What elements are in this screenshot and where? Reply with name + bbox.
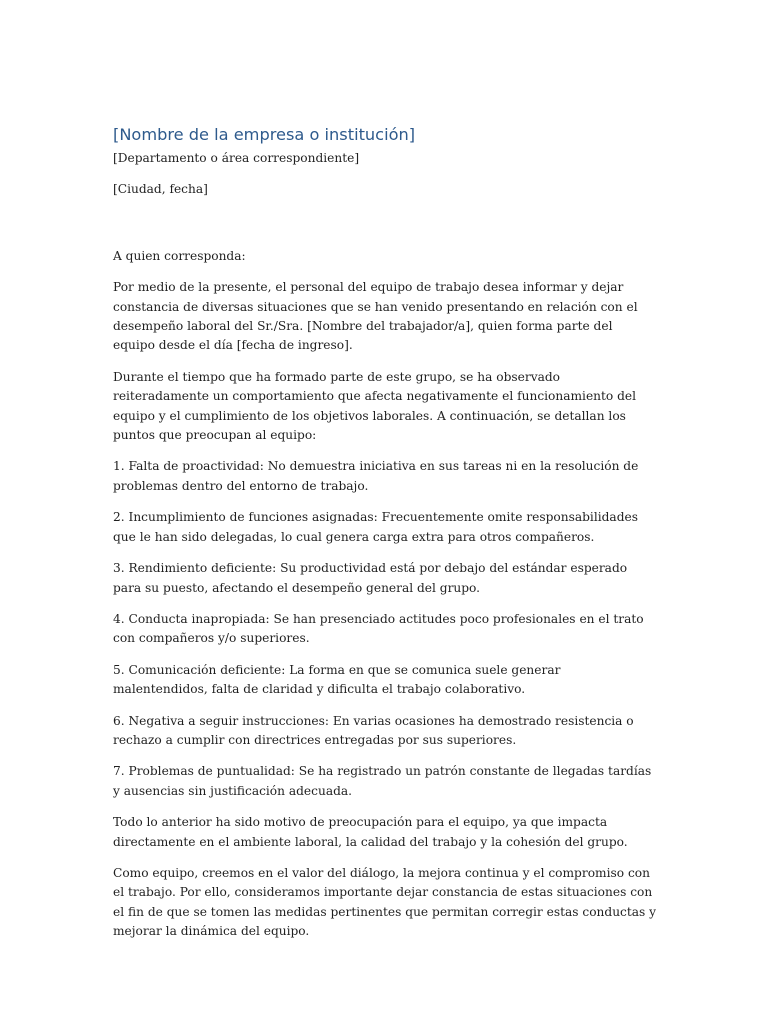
list-item-2: 2. Incumplimiento de funciones asignadas: Frecuentemente omite responsabilidades que le han sido delegadas, lo cual genera carga extra para otros compañeros. (113, 510, 638, 544)
list-item-3: 3. Rendimiento deficiente: Su productividad está por debajo del estándar esperado para su puesto, afectando el desempeño general del grupo. (113, 561, 628, 595)
list-item-7: 7. Problemas de puntualidad: Se ha registrado un patrón constante de llegadas tardías y ausencias sin justificación adecuada. (113, 764, 652, 798)
city-date: [Ciudad, fecha] (113, 182, 208, 197)
list-item-5: 5. Comunicación deficiente: La forma en que se comunica suele generar malentendidos, falta de claridad y dificulta el trabajo colaborativo. (113, 662, 561, 697)
paragraph-concern: Todo lo anterior ha sido motivo de preocupación para el equipo, ya que impacta directamente en el ambiente laboral, la calidad del trabajo y la cohesión del grupo. (113, 815, 628, 849)
paragraph-conclusion: Como equipo, creemos en el valor del diálogo, la mejora continua y el compromiso con el trabajo. Por ello, consideramos importante dejar constancia de estas situaciones con el fin de que se tomen las medidas pertinentes que permitan corregir estas conductas y mejorar la dinámica del equipo. (113, 865, 657, 939)
paragraph-observation: Durante el tiempo que ha formado parte de este grupo, se ha observado reiteradamente un comportamiento que afecta negativamente el funcionamiento del equipo y el cumplimiento de los objetivos laborales. A continuación, se detallan los puntos que preocupan al equipo: (113, 369, 637, 443)
letter-body (113, 124, 658, 954)
list-item-4: 4. Conducta inapropiada: Se han presenciado actitudes poco profesionales en el trato con compañeros y/o superiores. (113, 611, 644, 646)
department-name: [Departamento o área correspondiente] (113, 151, 360, 165)
company-name: [Nombre de la empresa o institución] (113, 125, 416, 144)
salutation: A quien corresponda: (113, 248, 246, 263)
paragraph-intro: Por medio de la presente, el personal del equipo de trabajo desea informar y dejar constancia de diversas situaciones que se han venido presentando en relación con el desempeño laboral del Sr./Sra. [Nombre del trabajador/a], quien forma parte del equipo desde el día [fecha de ingreso]. (113, 280, 638, 353)
list-item-6: 6. Negativa a seguir instrucciones: En varias ocasiones ha demostrado resistencia o rechazo a cumplir con directrices entregadas por sus superiores. (113, 713, 634, 747)
list-item-1: 1. Falta de proactividad: No demuestra iniciativa en sus tareas ni en la resolución de problemas dentro del entorno de trabajo. (113, 459, 639, 493)
